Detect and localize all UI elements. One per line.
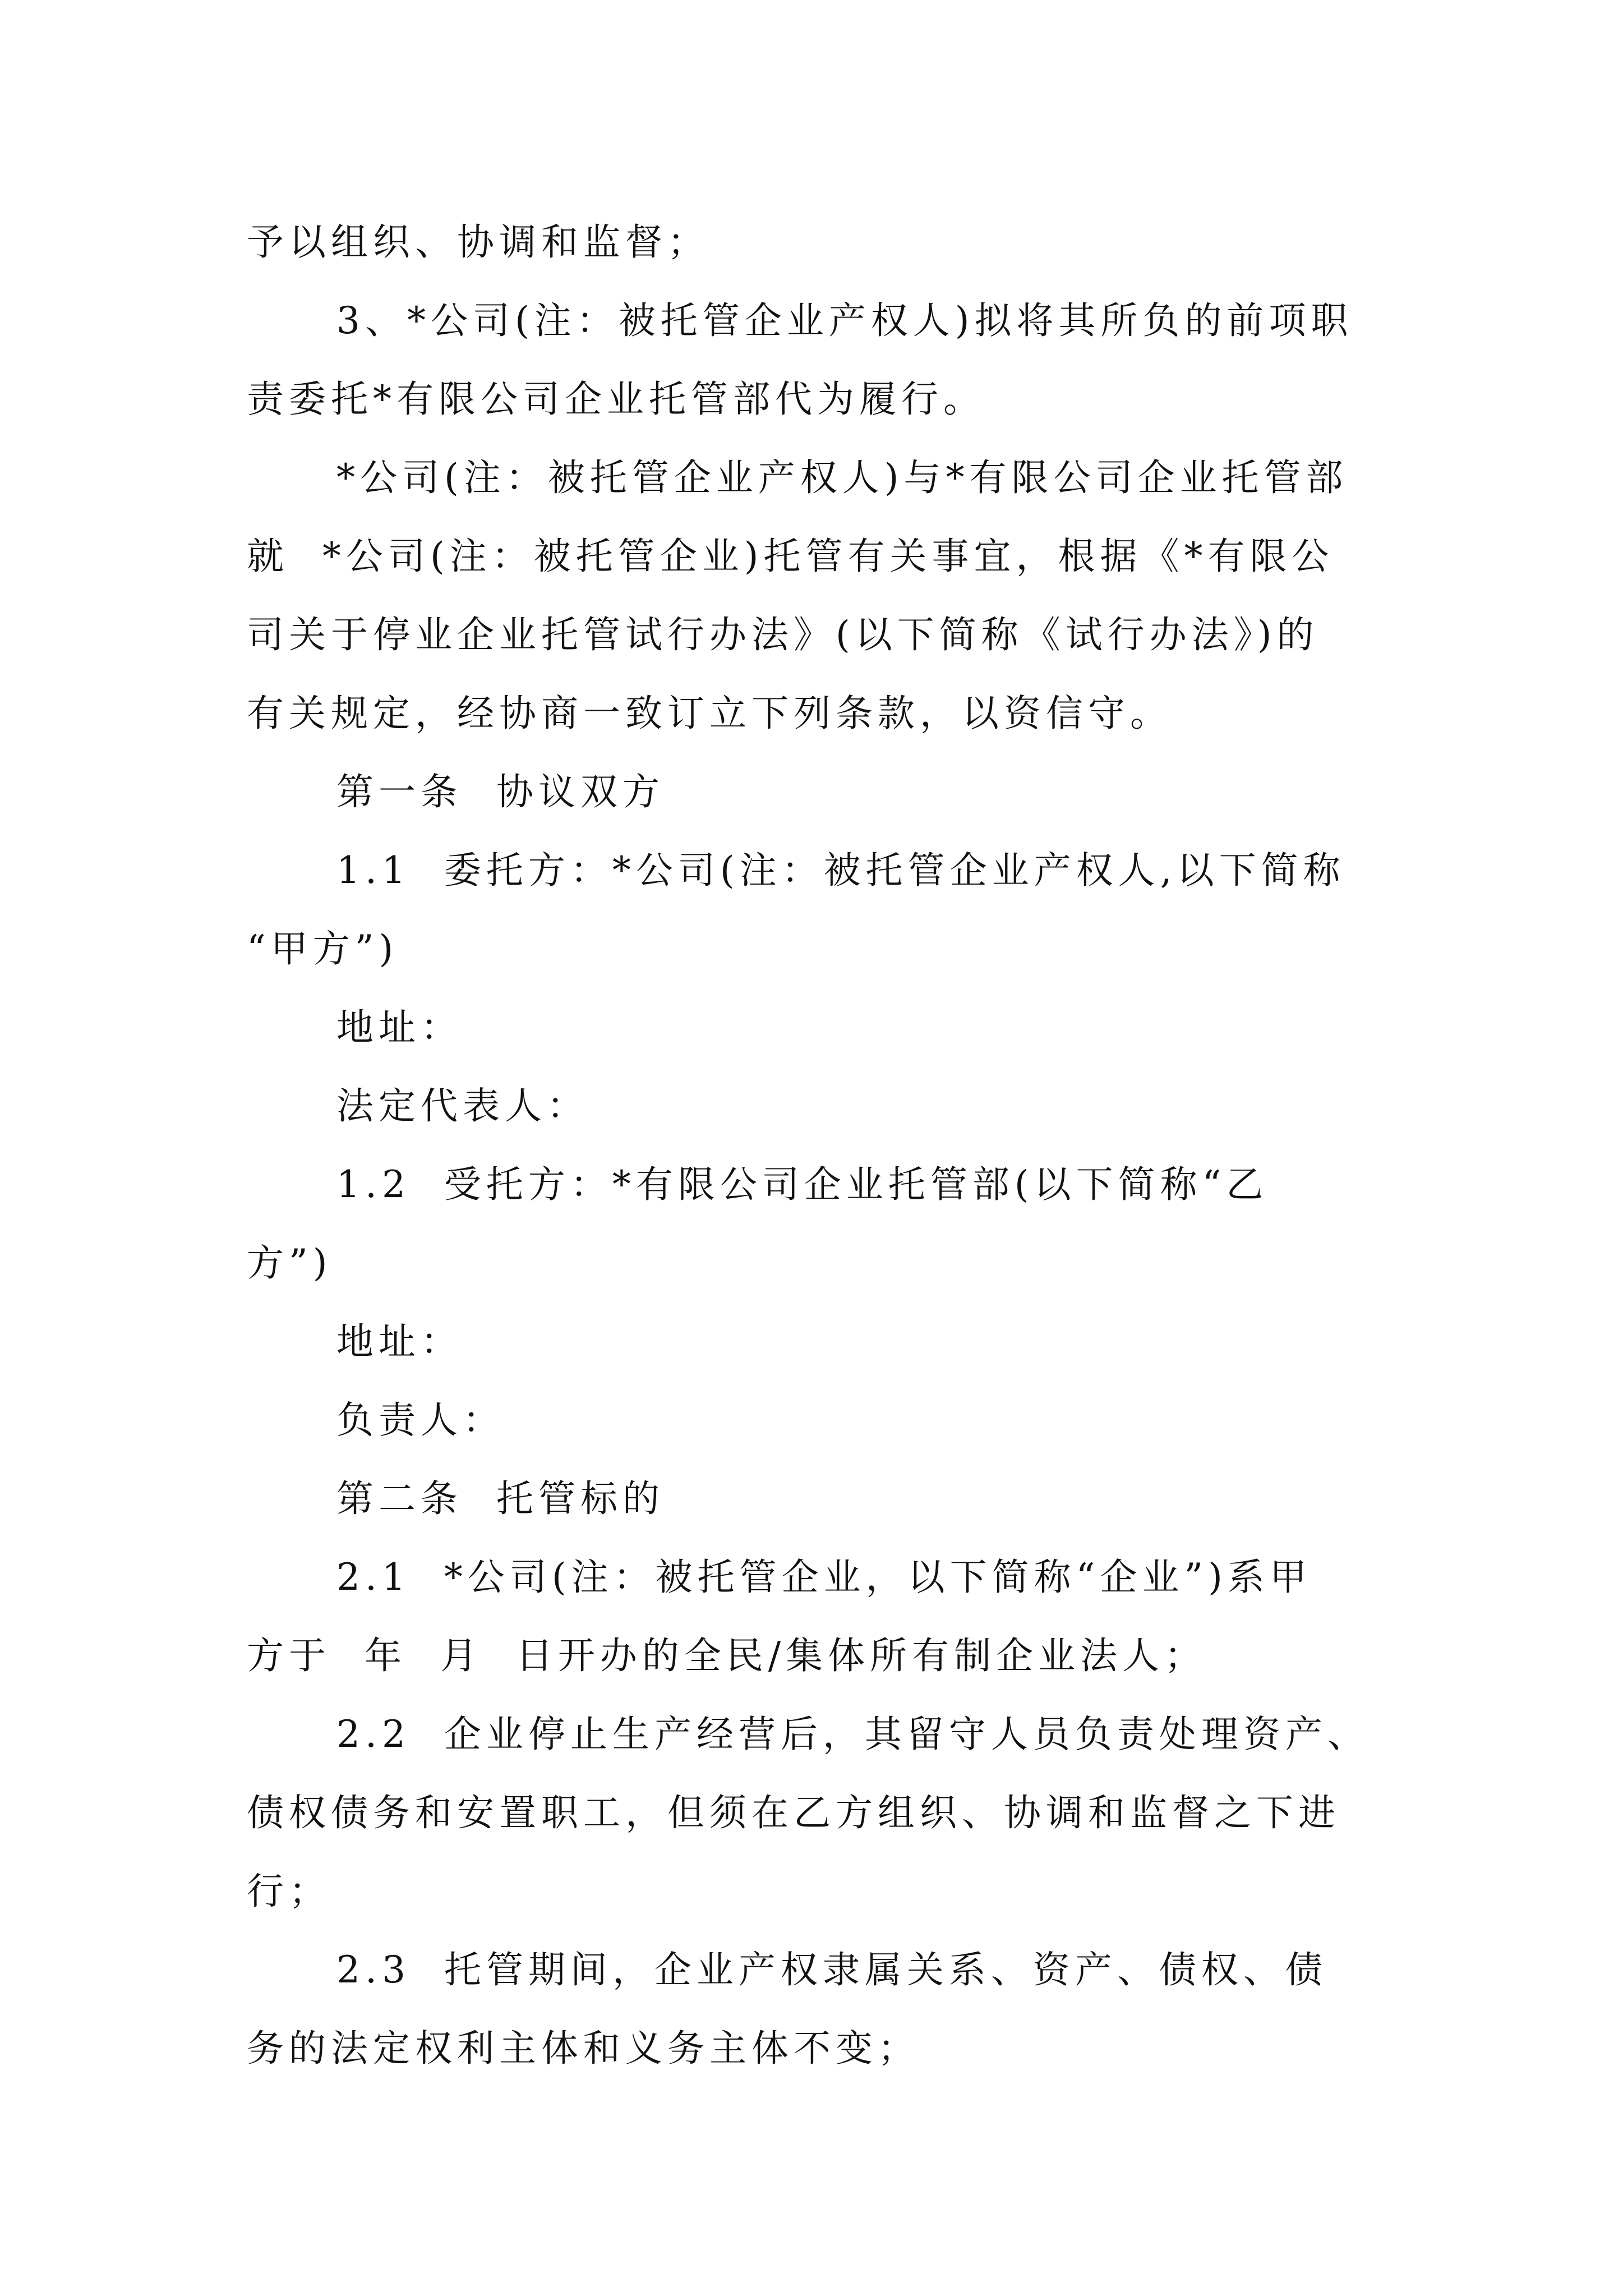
section-heading: 第二条 托管标的 xyxy=(336,1477,665,1520)
text-line: *公司(注：被托管企业产权人)与*有限公司企业托管部 xyxy=(336,456,1348,499)
text-line: 1.2 受托方：*有限公司企业托管部(以下简称“乙 xyxy=(336,1163,1269,1206)
text-line: 负责人： xyxy=(336,1398,505,1442)
text-line: 方于 年 月 日开办的全民/集体所有制企业法人； xyxy=(247,1634,1207,1677)
text-line: 责委托*有限公司企业托管部代为履行。 xyxy=(247,378,985,421)
text-line: 债权债务和安置职工，但须在乙方组织、协调和监督之下进 xyxy=(247,1791,1340,1834)
text-line: 就 *公司(注：被托管企业)托管有关事宜，根据《*有限公 xyxy=(247,535,1334,578)
text-line: 3、*公司(注：被托管企业产权人)拟将其所负的前项职 xyxy=(336,299,1353,342)
text-line: 2.3 托管期间，企业产权隶属关系、资产、债权、债 xyxy=(336,1948,1327,1991)
text-line: 有关规定，经协商一致订立下列条款，以资信守。 xyxy=(247,692,1172,735)
text-line: “甲方”) xyxy=(247,927,399,970)
text-line: 地址： xyxy=(336,1320,463,1363)
section-heading: 第一条 协议双方 xyxy=(336,770,665,813)
text-line: 务的法定权利主体和义务主体不变； xyxy=(247,2027,920,2070)
text-line: 方”) xyxy=(247,1241,333,1285)
text-line: 法定代表人： xyxy=(336,1084,589,1128)
text-line: 予以组织、协调和监督； xyxy=(247,220,709,264)
text-line: 2.1 *公司(注：被托管企业，以下简称“企业”)系甲 xyxy=(336,1556,1312,1599)
text-line: 司关于停业企业托管试行办法》(以下简称《试行办法》)的 xyxy=(247,613,1319,656)
text-line: 行； xyxy=(247,1870,331,1913)
text-line: 地址： xyxy=(336,1006,463,1049)
text-line: 1.1 委托方：*公司(注：被托管企业产权人,以下简称 xyxy=(336,849,1345,892)
text-line: 2.2 企业停止生产经营后，其留守人员负责处理资产、 xyxy=(336,1713,1370,1756)
